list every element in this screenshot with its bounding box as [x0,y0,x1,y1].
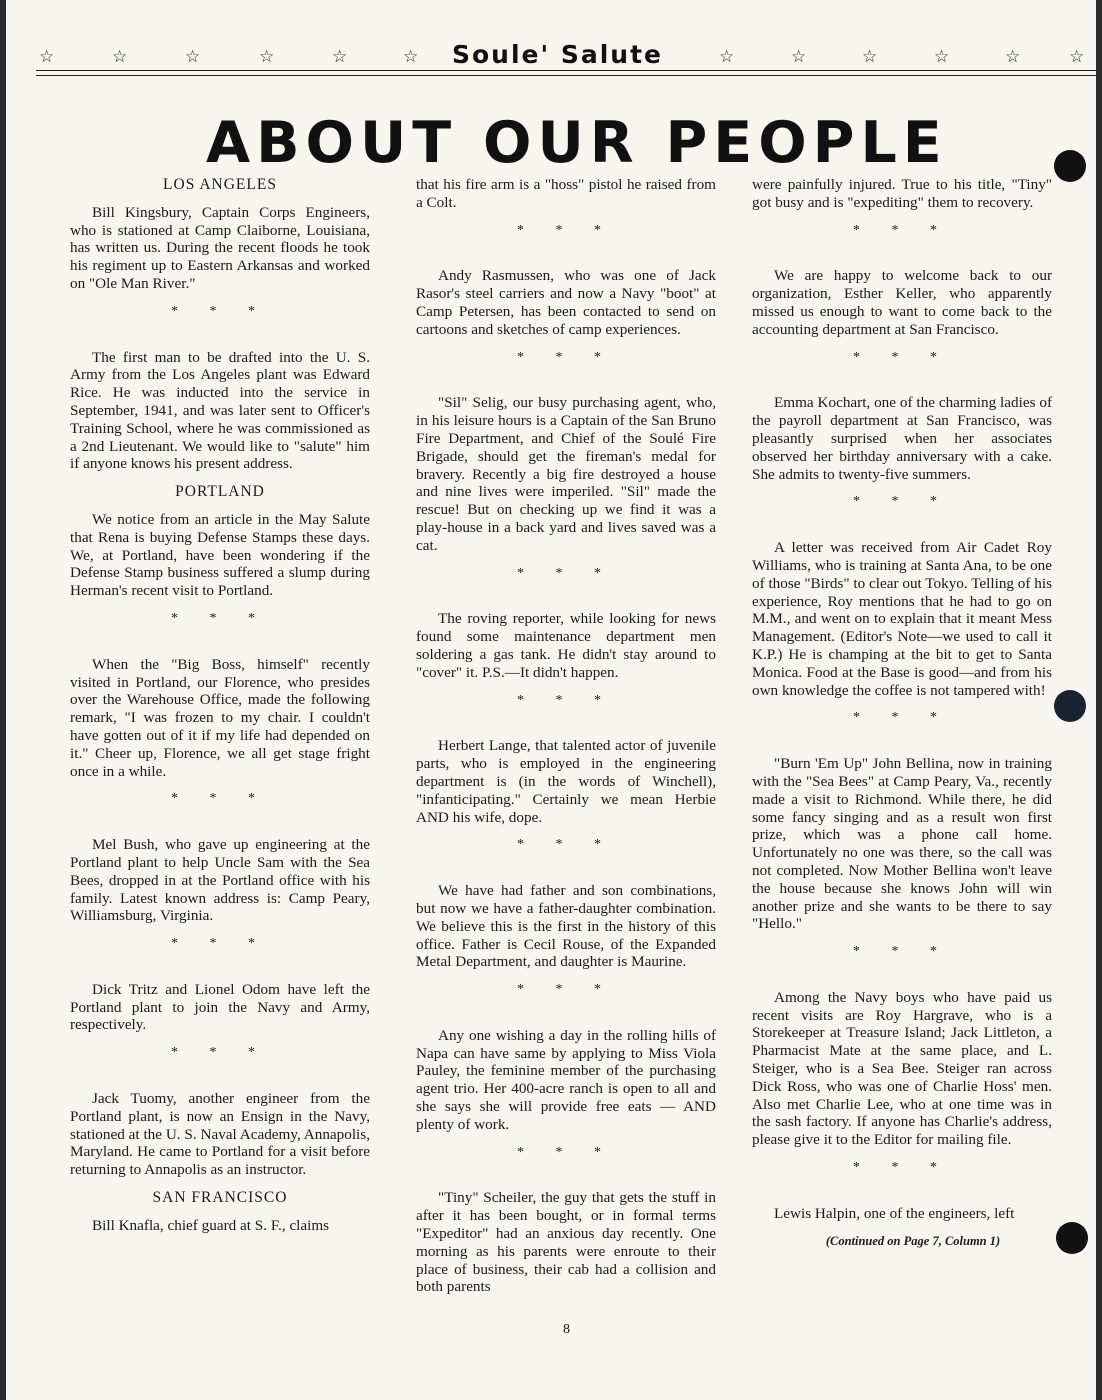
news-item-paragraph: The first man to be drafted into the U. S. Army from the Los Angeles plant was Edward Rice. He was inducted into the service in September, 1941, and was later sent to Officer's Training School, where he was commissioned as a 2nd Lieutenant. We would like to "salute" him if anyone knows his present address. [70,348,370,473]
item-separator: * * * [853,1160,951,1176]
section-heading: SAN FRANCISCO [152,1189,288,1207]
news-item-paragraph: Emma Kochart, one of the charming ladies of the payroll department at San Francisco, was pleasantly surprised when her associates observed her birthday anniversary with a cake. She admits to twenty-five summers. [752,394,1052,483]
news-item-paragraph: Jack Tuomy, another engineer from the Portland plant, is now an Ensign in the Navy, stationed at the U. S. Naval Academy, Annapolis, Maryland. He came to Portland for a visit before returning to Annapolis as an instructor. [70,1090,370,1179]
news-item-paragraph: Bill Kingsbury, Captain Corps Engineers, who is stationed at Camp Claiborne, Louisiana, has written us. During the recent floods he took his regiment up to Eastern Arkansas and worked on "Ole Man River." [70,203,370,292]
masthead [36,40,1096,80]
news-item-paragraph: Mel Bush, who gave up engineering at the Portland plant to help Uncle Sam with the Sea Bees, dropped in at the Portland office with his family. Latest known address is: Camp Peary, Williamsburg, Virginia. [70,836,370,925]
section-heading: LOS ANGELES [163,176,277,193]
star-icon: ☆ [788,47,809,67]
star-icon: ☆ [859,47,880,67]
news-item-paragraph: Lewis Halpin, one of the engineers, left [774,1204,1015,1222]
page-number: 8 [563,1322,570,1337]
news-item-paragraph: "Burn 'Em Up" John Bellina, now in training with the "Sea Bees" at Camp Peary, Va., recently made a visit to Richmond. While there, he did some fancy singing and as a result won first prize, which was a phone call home. Unfortunately no one was there, so the call was not completed. Now Mother Bellina won't leave the house because she knows John will win another prize and she wants to be there to say "Hello." [752,755,1052,933]
item-separator: * * * [853,349,951,365]
star-icon: ☆ [931,47,952,67]
item-separator: * * * [853,944,951,960]
news-item-paragraph: that his fire arm is a "hoss" pistol he raised from a Colt. [416,176,716,211]
article-column-3 [752,176,1052,1250]
news-item-paragraph: "Tiny" Scheiler, the guy that gets the stuff in after it has been bought, or in formal terms "Expeditor" had an anxious day recently. One morning as his parents were enroute to their place of business, their cab had a collision and both parents [416,1189,716,1296]
item-separator: * * * [517,837,615,853]
news-item-paragraph: When the "Big Boss, himself" recently visited in Portland, our Florence, who presides over the Warehouse Office, made the following remark, "I was frozen to my chair. I couldn't have gotten out of it if my life had depended on it." Cheer up, Florence, we all get stage fright once in a while. [70,655,370,780]
star-icon: ☆ [36,47,57,67]
news-item-paragraph: Dick Tritz and Lionel Odom have left the Portland plant to join the Navy and Army, respectively. [70,980,370,1034]
news-item-paragraph: Herbert Lange, that talented actor of juvenile parts, who is employed in the engineering department is (in the words of Winchell), "infanticipating." Certainly we mean Herbie AND his wife, dope. [416,737,716,826]
item-separator: * * * [853,710,951,726]
binder-hole [1056,1222,1088,1254]
news-item-paragraph: A letter was received from Air Cadet Roy Williams, who is training at Santa Ana, to be one of those "Birds" to clear out Tokyo. Telling of his experience, Roy mentions that he had to go on M.M., and went on to explain that it meant Mess Management. (Editor's Note—we used to call it K.P.) He is champing at the bit to get to Santa Monica. Food at the Base is good—and from his own knowledge the coffee is not tampered with! [752,539,1052,699]
continued-note: (Continued on Page 7, Column 1) [825,1233,1001,1248]
star-icon: ☆ [182,47,203,67]
newsletter-title: Soule' Salute [444,40,671,69]
item-separator: * * * [517,1144,615,1160]
item-separator: * * * [517,222,615,238]
star-icon: ☆ [329,47,350,67]
item-separator: * * * [517,692,615,708]
star-icon: ☆ [1066,47,1087,67]
page-headline: ABOUT OUR PEOPLE [206,110,948,176]
article-column-2 [416,176,716,1306]
news-item-paragraph: were painfully injured. True to his title, "Tiny" got busy and is "expediting" them to recovery. [752,176,1052,211]
item-separator: * * * [517,349,615,365]
item-separator: * * * [171,303,269,319]
star-icon: ☆ [1002,47,1023,67]
news-item-paragraph: Bill Knafla, chief guard at S. F., claims [92,1216,330,1234]
news-item-paragraph: Among the Navy boys who have paid us recent visits are Roy Hargrave, who is a Storekeeper at Treasure Island; Jack Littleton, a Pharmacist Mate at the same place, and L. Steiger, who is a Sea Bee. Steiger ran across Dick Ross, who was one of Charlie Hoss' men. Also met Charlie Lee, who at one time was in the sash factory. If anyone has Charlie's address, please give it to the Editor for mailing file. [752,988,1052,1149]
news-item-paragraph: Andy Rasmussen, who was one of Jack Rasor's steel carriers and now a Navy "boot" at Camp Petersen, has been contacted to send on cartoons and sketches of camp experiences. [416,267,716,338]
article-column-1 [70,176,370,1245]
item-separator: * * * [171,791,269,807]
item-separator: * * * [853,222,951,238]
masthead-rule [36,70,1096,71]
item-separator: * * * [517,982,615,998]
star-icon: ☆ [256,47,277,67]
news-item-paragraph: We are happy to welcome back to our organization, Esther Keller, who apparently missed us enough to want to come back to the accounting department at San Francisco. [752,267,1052,338]
masthead-rule [36,75,1096,76]
item-separator: * * * [171,1045,269,1061]
newsletter-page [6,0,1096,1400]
star-icon: ☆ [400,47,421,67]
item-separator: * * * [517,565,615,581]
binder-hole [1054,690,1086,722]
item-separator: * * * [853,494,951,510]
news-item-paragraph: The roving reporter, while looking for news found some maintenance department men soldering a gas tank. He didn't stay around to "cover" it. P.S.—It didn't happen. [416,610,716,681]
item-separator: * * * [171,610,269,626]
section-heading: PORTLAND [175,483,265,501]
item-separator: * * * [171,936,269,952]
binder-hole [1054,150,1086,182]
star-icon: ☆ [716,47,737,67]
news-item-paragraph: We notice from an article in the May Salute that Rena is buying Defense Stamps these days. We, at Portland, have been wondering if the Defense Stamp business suffered a slump during Herman's recent visit to Portland. [70,510,370,600]
news-item-paragraph: We have had father and son combinations, but now we have a father-daughter combination. We believe this is the first in the history of this office. Father is Cecil Rouse, of the Expanded Metal Department, and daughter is Maurine. [416,882,716,971]
news-item-paragraph: Any one wishing a day in the rolling hills of Napa can have same by applying to Miss Viola Pauley, the feminine member of the purchasing agent trio. Her 400-acre ranch is open to all and she says she will provide free eats — AND plenty of work. [416,1026,716,1133]
news-item-paragraph: "Sil" Selig, our busy purchasing agent, who, in his leisure hours is a Captain of the San Bruno Fire Department, and Chief of the Soulé Fire Brigade, should get the fireman's medal for bravery. Recently a big fire destroyed a house and nine lives were imperiled. "Sil" made the rescue! But on checking up we find it was a play-house in a back yard and lives saved was a cat. [416,394,716,554]
star-icon: ☆ [109,47,130,67]
